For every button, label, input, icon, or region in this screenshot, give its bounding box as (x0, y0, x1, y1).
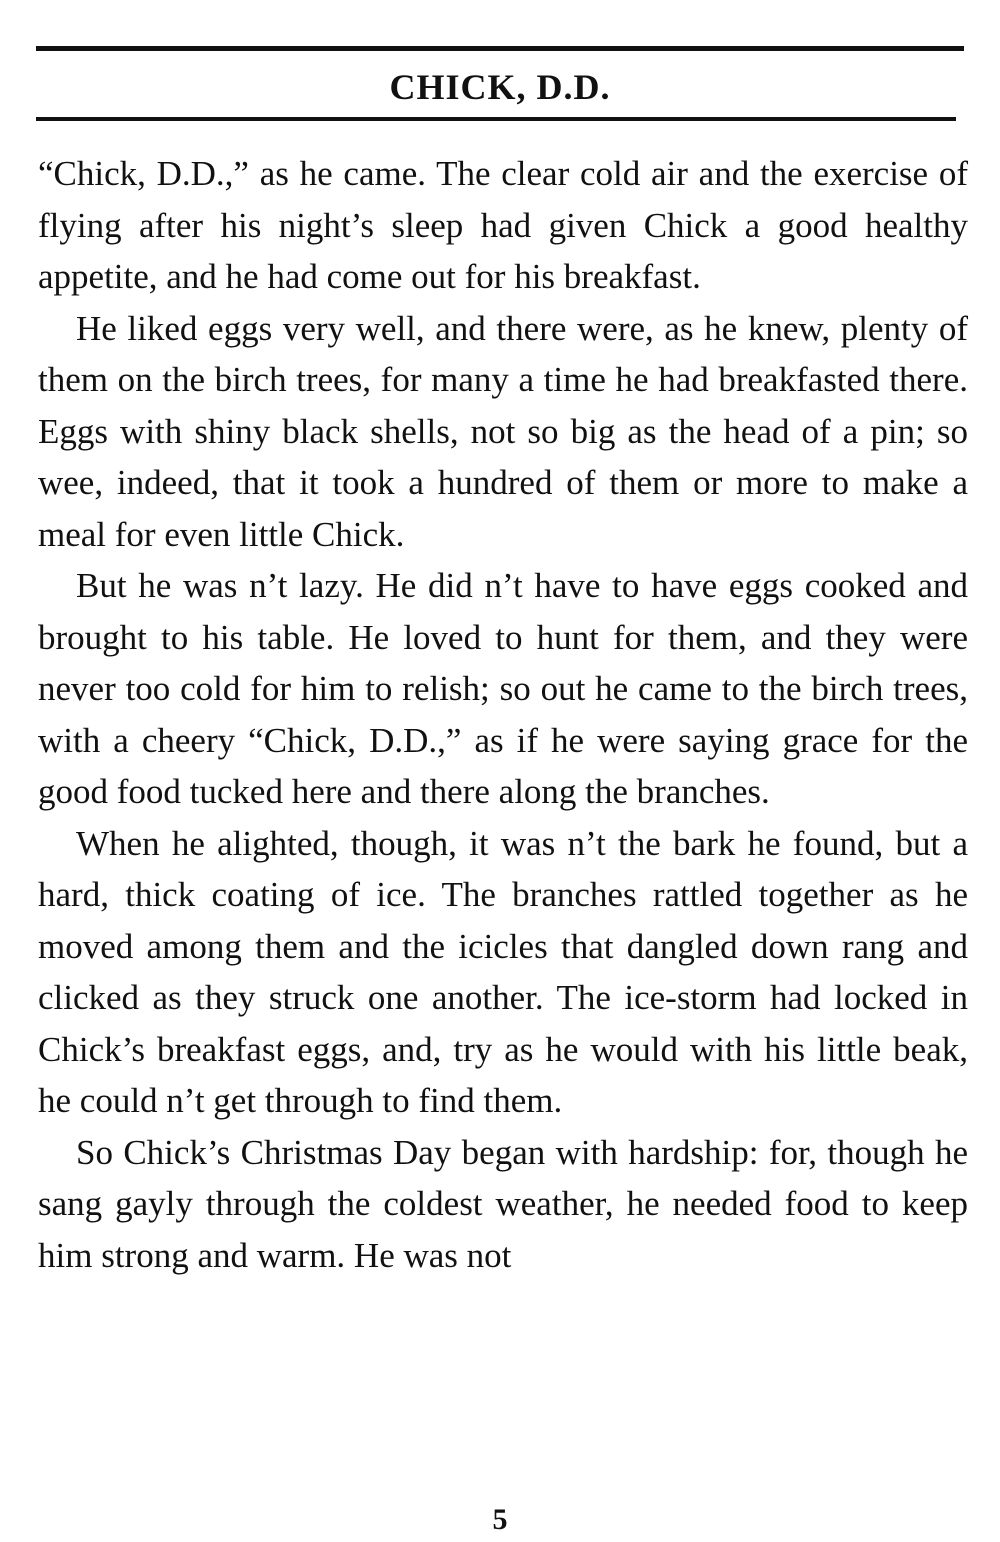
paragraph: When he alighted, though, it was n’t the bark he found, but a hard, thick coating of ice. The branches rattled together as he moved among them and the icicles that dangled down rang and clicked as they struck one another. The ice-storm had locked in Chick’s breakfast eggs, and, try as he would with his little beak, he could n’t get through to find them. (38, 823, 968, 1120)
paragraph-continued: “Chick, D.D.,” as he came. The clear cold air and the exercise of flying after his night’s sleep had given Chick a good healthy appetite, and he had come out for his breakfast. (38, 154, 968, 296)
paragraph: He liked eggs very well, and there were, as he knew, plenty of them on the birch trees, for many a time he had breakfasted there. Eggs with shiny black shells, not so big as the head of a pin; so wee, indeed, that it took a hundred of them or more to make a meal for even little Chick. (38, 308, 968, 554)
paragraph: So Chick’s Christmas Day began with hardship: for, though he sang gayly through the coldest weather, he needed food to keep him strong and warm. He was not (38, 1132, 968, 1275)
top-rule (36, 46, 964, 51)
running-title: CHICK, D.D. (389, 67, 611, 107)
page-number: 5 (492, 1503, 508, 1536)
body-text (38, 148, 968, 1281)
paragraph: But he was n’t lazy. He did n’t have to have eggs cooked and brought to his table. He loved to hunt for them, and they were never too cold for him to relish; so out he came to the birch trees, with a cheery “Chick, D.D.,” as if he were saying grace for the good food tucked here and there along the branches. (38, 566, 968, 811)
header-rule (36, 117, 956, 121)
